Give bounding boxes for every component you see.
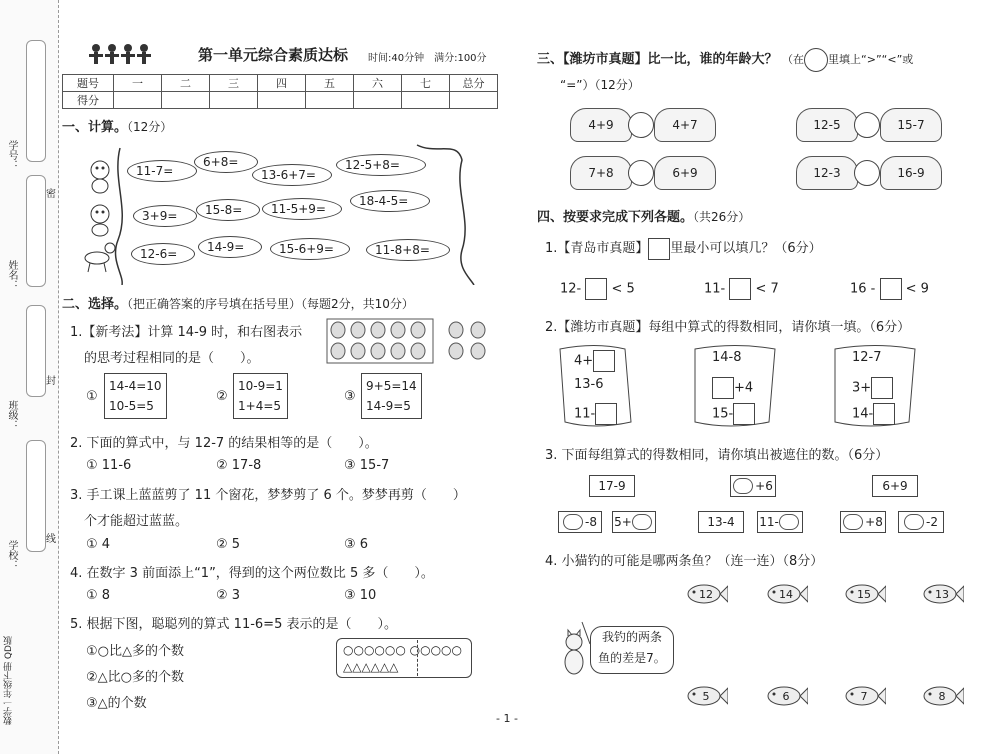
name-box <box>26 175 46 287</box>
group-card: 14-8 <box>712 350 742 365</box>
section3-heading <box>537 48 913 72</box>
section3-title: 三、【潍坊市真题】比一比，谁的年龄大？ <box>537 52 778 67</box>
calc-item[interactable]: 12-5+8= <box>336 154 426 176</box>
hidden-bottom-card <box>757 511 803 533</box>
calc-item[interactable]: 14-9= <box>198 236 262 258</box>
apple-icon[interactable] <box>843 514 863 530</box>
answer-box[interactable] <box>880 278 902 300</box>
compare-circle[interactable] <box>628 112 654 138</box>
q4-2-text: 2.【潍坊市真题】每组中算式的得数相同，请你填一填。（6分） <box>545 320 911 335</box>
scroll-cards-figure <box>555 344 985 428</box>
hidden-top-card <box>730 475 776 497</box>
hidden-top-card: 17-9 <box>589 475 635 497</box>
section1-heading <box>62 116 172 135</box>
q2-2-opt[interactable]: ① 11-6 <box>86 458 132 473</box>
answer-box[interactable] <box>873 403 895 425</box>
turtle-card: 16-9 <box>880 156 942 190</box>
fish-bottom[interactable] <box>920 684 964 708</box>
q2-1-opt2-box <box>233 373 288 419</box>
q4-1-text-b: 里最小可以填几？（6分） <box>670 241 822 256</box>
score-header-cell: 一 <box>114 75 162 92</box>
hidden-top-card: 6+9 <box>872 475 918 497</box>
ineq-left: 11- <box>704 281 726 297</box>
tiger-icon <box>91 205 109 236</box>
turtle-card: 4+7 <box>654 108 716 142</box>
fish-number: 15 <box>857 587 871 601</box>
section1-points: （12分） <box>127 120 173 134</box>
q2-1-opt3-box <box>361 373 422 419</box>
speech-line: 我钓的两条 <box>601 630 662 644</box>
exam-meta: 时间:40分钟 满分:100分 <box>368 53 487 64</box>
calc-item[interactable]: 11-5+9= <box>262 198 342 220</box>
card-expr: 4+ <box>574 353 594 369</box>
card-expr: 15- <box>712 406 734 422</box>
section2-heading <box>62 293 414 312</box>
section2-note: （把正确答案的序号填在括号里）（每题2分，共10分） <box>127 297 414 311</box>
q2-3-opt[interactable]: ② 5 <box>216 537 241 552</box>
turtle-card: 12-5 <box>796 108 858 142</box>
card-expr: 11- <box>759 515 779 529</box>
section3-note-b: 里填上“>”“<”或 <box>828 53 914 66</box>
section1-title: 一、计算。 <box>62 120 128 135</box>
spine-label: 数学一年级下册 QD版 <box>4 636 14 725</box>
section3-note-a: （在 <box>782 53 805 66</box>
fish-number: 5 <box>702 689 710 703</box>
q4-4-text: 4. 小猫钓的可能是哪两条鱼？（连一连）（8分） <box>545 554 824 569</box>
card-expr: -8 <box>585 515 597 529</box>
apple-icon[interactable] <box>779 514 799 530</box>
card-expr: 5+ <box>614 515 632 529</box>
q2-2-text: 2. 下面的算式中，与 12-7 的结果相等的是（ ）。 <box>70 436 378 451</box>
q2-1-text-a: 1.【新考法】计算 14-9 时，和右图表示 <box>70 325 303 340</box>
ineq-right: < 7 <box>755 281 779 297</box>
horse-icon <box>85 243 115 272</box>
speech-line: 鱼的差是7。 <box>598 651 666 665</box>
score-header-cell: 二 <box>162 75 210 92</box>
apple-icon[interactable] <box>563 514 583 530</box>
fish-top[interactable] <box>842 582 886 606</box>
score-cell[interactable] <box>450 92 498 109</box>
fish-number: 8 <box>938 689 946 703</box>
compare-circle-icon <box>804 48 828 72</box>
score-header-cell: 三 <box>210 75 258 92</box>
card-expr: -2 <box>926 515 938 529</box>
cut-mark-seal2: 封 <box>46 376 56 387</box>
ineq-item <box>850 278 929 300</box>
compare-circle[interactable] <box>854 160 880 186</box>
section3-note-c: “=”）（12分） <box>560 78 640 92</box>
fish-top[interactable] <box>920 582 964 606</box>
score-header-cell: 题号 <box>63 75 114 92</box>
school-box <box>26 440 46 552</box>
answer-box[interactable] <box>593 350 615 372</box>
shapes-figure <box>336 638 472 678</box>
calc-item[interactable]: 3+9= <box>133 205 197 227</box>
q2-4-opt[interactable]: ③ 10 <box>344 588 377 603</box>
score-cell[interactable] <box>210 92 258 109</box>
class-box <box>26 305 46 397</box>
group-card: 12-7 <box>852 350 882 365</box>
q2-1-opt1-box <box>104 373 167 419</box>
score-table <box>62 74 498 109</box>
group-card <box>712 377 753 399</box>
q2-5-opt[interactable]: ③△的个数 <box>86 696 147 711</box>
hidden-bottom-card <box>558 511 602 533</box>
q2-1-opt2-num[interactable]: ② <box>216 389 228 404</box>
class-label: 班级： <box>6 400 17 430</box>
blank-square-icon <box>648 238 670 260</box>
answer-box[interactable] <box>585 278 607 300</box>
circles-row: ○○○○○○ ○○○○○ <box>343 643 462 657</box>
card-expr: 14- <box>852 406 874 422</box>
q2-2-opt[interactable]: ③ 15-7 <box>344 458 390 473</box>
fish-number: 12 <box>699 587 713 601</box>
speech-bubble <box>590 626 674 674</box>
score-cell[interactable] <box>354 92 402 109</box>
score-header-cell: 六 <box>354 75 402 92</box>
q2-5-opt[interactable]: ①○比△多的个数 <box>86 644 184 659</box>
fish-bottom[interactable] <box>842 684 886 708</box>
calc-item[interactable]: 13-6+7= <box>252 164 332 186</box>
strawberry-figure <box>326 318 492 368</box>
q2-1-opt3-num[interactable]: ③ <box>344 389 356 404</box>
ineq-right: < 5 <box>611 281 635 297</box>
score-header-cell: 四 <box>258 75 306 92</box>
score-row-label: 得分 <box>63 92 114 109</box>
q4-1-text <box>545 237 822 260</box>
triangles-row: △△△△△△ <box>343 660 399 674</box>
hidden-bottom-card <box>612 511 656 533</box>
fish-bottom[interactable] <box>764 684 808 708</box>
q2-5-text: 5. 根据下图，聪聪列的算式 11-6=5 表示的是（ ）。 <box>70 617 397 632</box>
card-expr: +4 <box>734 380 754 396</box>
answer-box[interactable] <box>729 278 751 300</box>
score-cell[interactable] <box>306 92 354 109</box>
hidden-bottom-card <box>840 511 886 533</box>
calc-item[interactable]: 15-8= <box>196 199 260 221</box>
q2-1-opt1-num[interactable]: ① <box>86 389 98 404</box>
ineq-left: 16 - <box>850 281 876 297</box>
school-label: 学校： <box>6 540 17 570</box>
apple-icon[interactable] <box>904 514 924 530</box>
page-title: 第一单元综合素质达标 <box>198 46 349 64</box>
q4-1-text-a: 1.【青岛市真题】 <box>545 241 649 256</box>
opt-line: 14-4=10 <box>109 379 162 393</box>
turtle-card: 12-3 <box>796 156 858 190</box>
student-id-label: 学号： <box>6 140 17 170</box>
score-header-cell: 总分 <box>450 75 498 92</box>
score-header-cell: 七 <box>402 75 450 92</box>
kids-illustration-icon <box>88 42 158 74</box>
q2-4-opt[interactable]: ② 3 <box>216 588 241 603</box>
group-card <box>852 377 893 399</box>
fish-number: 7 <box>860 689 868 703</box>
group-card <box>574 350 615 372</box>
opt-line: 10-9=1 <box>238 379 283 393</box>
calc-item[interactable]: 11-8+8= <box>366 239 450 261</box>
cut-mark-line: 线 <box>46 534 56 545</box>
opt-line: 9+5=14 <box>366 379 417 393</box>
turtle-card: 4+9 <box>570 108 632 142</box>
score-cell[interactable] <box>114 92 162 109</box>
opt-line: 1+4=5 <box>238 399 282 413</box>
section2-title: 二、选择。 <box>62 297 128 312</box>
figure-divider <box>417 640 418 676</box>
q2-3-opt[interactable]: ① 4 <box>86 537 111 552</box>
group-card <box>574 403 617 425</box>
section4-points: （共26分） <box>693 210 751 224</box>
q2-4-opt[interactable]: ① 8 <box>86 588 111 603</box>
ineq-item <box>560 278 635 300</box>
apple-icon[interactable] <box>733 478 753 494</box>
calc-item[interactable]: 11-7= <box>127 160 197 182</box>
cut-mark-seal: 密 <box>46 189 56 200</box>
card-expr: +6 <box>755 479 773 493</box>
group-card <box>852 403 895 425</box>
group-card: 13-6 <box>574 377 604 392</box>
score-cell[interactable] <box>258 92 306 109</box>
turtle-card: 6+9 <box>654 156 716 190</box>
compare-circle[interactable] <box>854 112 880 138</box>
cat-fishing-icon <box>560 620 594 678</box>
answer-box[interactable] <box>595 403 617 425</box>
q2-5-opt[interactable]: ②△比○多的个数 <box>86 670 184 685</box>
calc-item[interactable]: 6+8= <box>194 151 258 173</box>
page-number: - 1 - <box>496 712 518 725</box>
card-expr: 3+ <box>852 380 872 396</box>
fish-number: 13 <box>935 587 949 601</box>
turtle-card: 7+8 <box>570 156 632 190</box>
calc-item[interactable]: 15-6+9= <box>270 238 350 260</box>
binding-margin <box>0 0 59 754</box>
apple-icon[interactable] <box>632 514 652 530</box>
ineq-left: 12- <box>560 281 582 297</box>
turtle-card: 15-7 <box>880 108 942 142</box>
opt-line: 10-5=5 <box>109 399 154 413</box>
monkey-icon <box>91 161 109 193</box>
calc-item[interactable]: 18-4-5= <box>350 190 430 212</box>
compare-circle[interactable] <box>628 160 654 186</box>
name-label: 姓名： <box>6 260 17 290</box>
q2-2-opt[interactable]: ② 17-8 <box>216 458 262 473</box>
hidden-bottom-card: 13-4 <box>698 511 744 533</box>
score-cell[interactable] <box>162 92 210 109</box>
section4-title: 四、按要求完成下列各题。 <box>537 210 694 225</box>
fish-top[interactable] <box>764 582 808 606</box>
fish-top[interactable] <box>684 582 728 606</box>
card-expr: +8 <box>865 515 883 529</box>
answer-box[interactable] <box>733 403 755 425</box>
q2-3-text-b: 个才能超过蓝蓝。 <box>84 514 189 529</box>
fish-number: 14 <box>779 587 793 601</box>
hidden-bottom-card <box>898 511 944 533</box>
student-id-box <box>26 40 46 162</box>
group-card <box>712 403 755 425</box>
q2-3-opt[interactable]: ③ 6 <box>344 537 369 552</box>
fish-number: 6 <box>782 689 790 703</box>
score-cell[interactable] <box>402 92 450 109</box>
score-header-cell: 五 <box>306 75 354 92</box>
answer-box[interactable] <box>712 377 734 399</box>
section4-heading <box>537 206 750 225</box>
q2-4-text: 4. 在数字 3 前面添上“1”，得到的这个两位数比 5 多（ ）。 <box>70 566 434 581</box>
q4-3-text: 3. 下面每组算式的得数相同，请你填出被遮住的数。（6分） <box>545 448 889 463</box>
opt-line: 14-9=5 <box>366 399 411 413</box>
ineq-right: < 9 <box>905 281 929 297</box>
ineq-item <box>704 278 779 300</box>
q2-3-text-a: 3. 手工课上蓝蓝剪了 11 个窗花，梦梦剪了 6 个。梦梦再剪（ ） <box>70 488 466 503</box>
q2-1-text-b: 的思考过程相同的是（ ）。 <box>84 351 260 366</box>
answer-box[interactable] <box>871 377 893 399</box>
calc-item[interactable]: 12-6= <box>131 243 195 265</box>
fish-bottom[interactable] <box>684 684 728 708</box>
card-expr: 11- <box>574 406 596 422</box>
